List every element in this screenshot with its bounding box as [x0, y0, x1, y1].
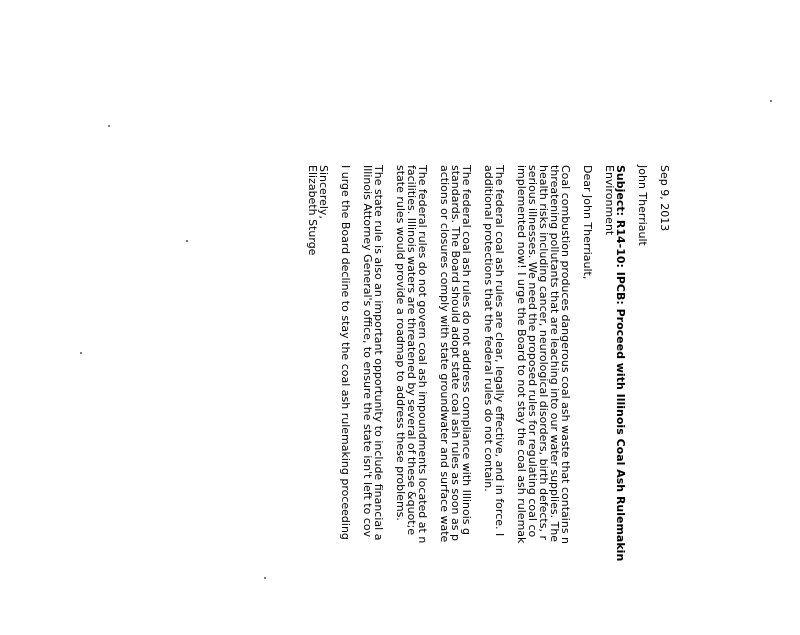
paragraph-line: state rules would provide a roadmap to address these problems. [394, 165, 407, 521]
paragraph-line: additional protections that the federal rules do not contain. [482, 165, 495, 492]
letter-salutation: Dear John Therriault, [581, 165, 594, 280]
paragraph-line: The federal rules do not govern coal ash impoundments located at n [416, 165, 429, 544]
letter-recipient: John Therriault [636, 165, 649, 246]
letter-date: Sep 9, 2013 [658, 165, 671, 232]
scan-speck [108, 125, 110, 127]
paragraph-line: actions or closures comply with state groundwater and surface wate [438, 165, 451, 543]
scan-speck [80, 352, 82, 354]
paragraph-line: standards. The Board should adopt state coal ash rules as soon as p [449, 165, 462, 541]
scan-speck [186, 240, 188, 242]
paragraph-line: The federal coal ash rules are clear, legally effective, and in force. I [493, 165, 506, 537]
letter-subject-line: Environment [603, 165, 616, 236]
letter-subject-line: Subject: R14-10: IPCB: Proceed with Illinois Coal Ash Rulemakin [614, 165, 627, 562]
paragraph-line: health risks including cancer, neurological disorders, birth defects, r [537, 165, 550, 540]
letter-closing: Sincerely, [317, 165, 330, 219]
paragraph-line: facilities. Illinois waters are threatened by several of these &quot;e [405, 165, 418, 536]
paragraph-line: I urge the Board decline to stay the coal ash rulemaking proceeding [339, 165, 352, 540]
letter-signature: Elizabeth Sturge [306, 165, 319, 256]
paragraph-line: Illinois Attorney General's office, to ensure the state isn't left to cov [361, 165, 374, 538]
paragraph-line: The state rule is also an important opportunity to include financial a [372, 165, 385, 541]
paragraph-line: implemented now! I urge the Board to not stay the coal ash rulemak [515, 165, 528, 544]
paragraph-line: The federal coal ash rules do not address compliance with Illinois g [460, 165, 473, 535]
scan-speck [770, 100, 772, 102]
scan-speck [264, 577, 266, 579]
paragraph-line: Coal combustion produces dangerous coal ash waste that contains n [559, 165, 572, 545]
paragraph-line: threatening pollutants that are leaching into our water supplies. The [548, 165, 561, 543]
paragraph-line: serious illnesses. We need the proposed rules for regulating coal co [526, 165, 539, 538]
letter-body [307, 165, 670, 635]
